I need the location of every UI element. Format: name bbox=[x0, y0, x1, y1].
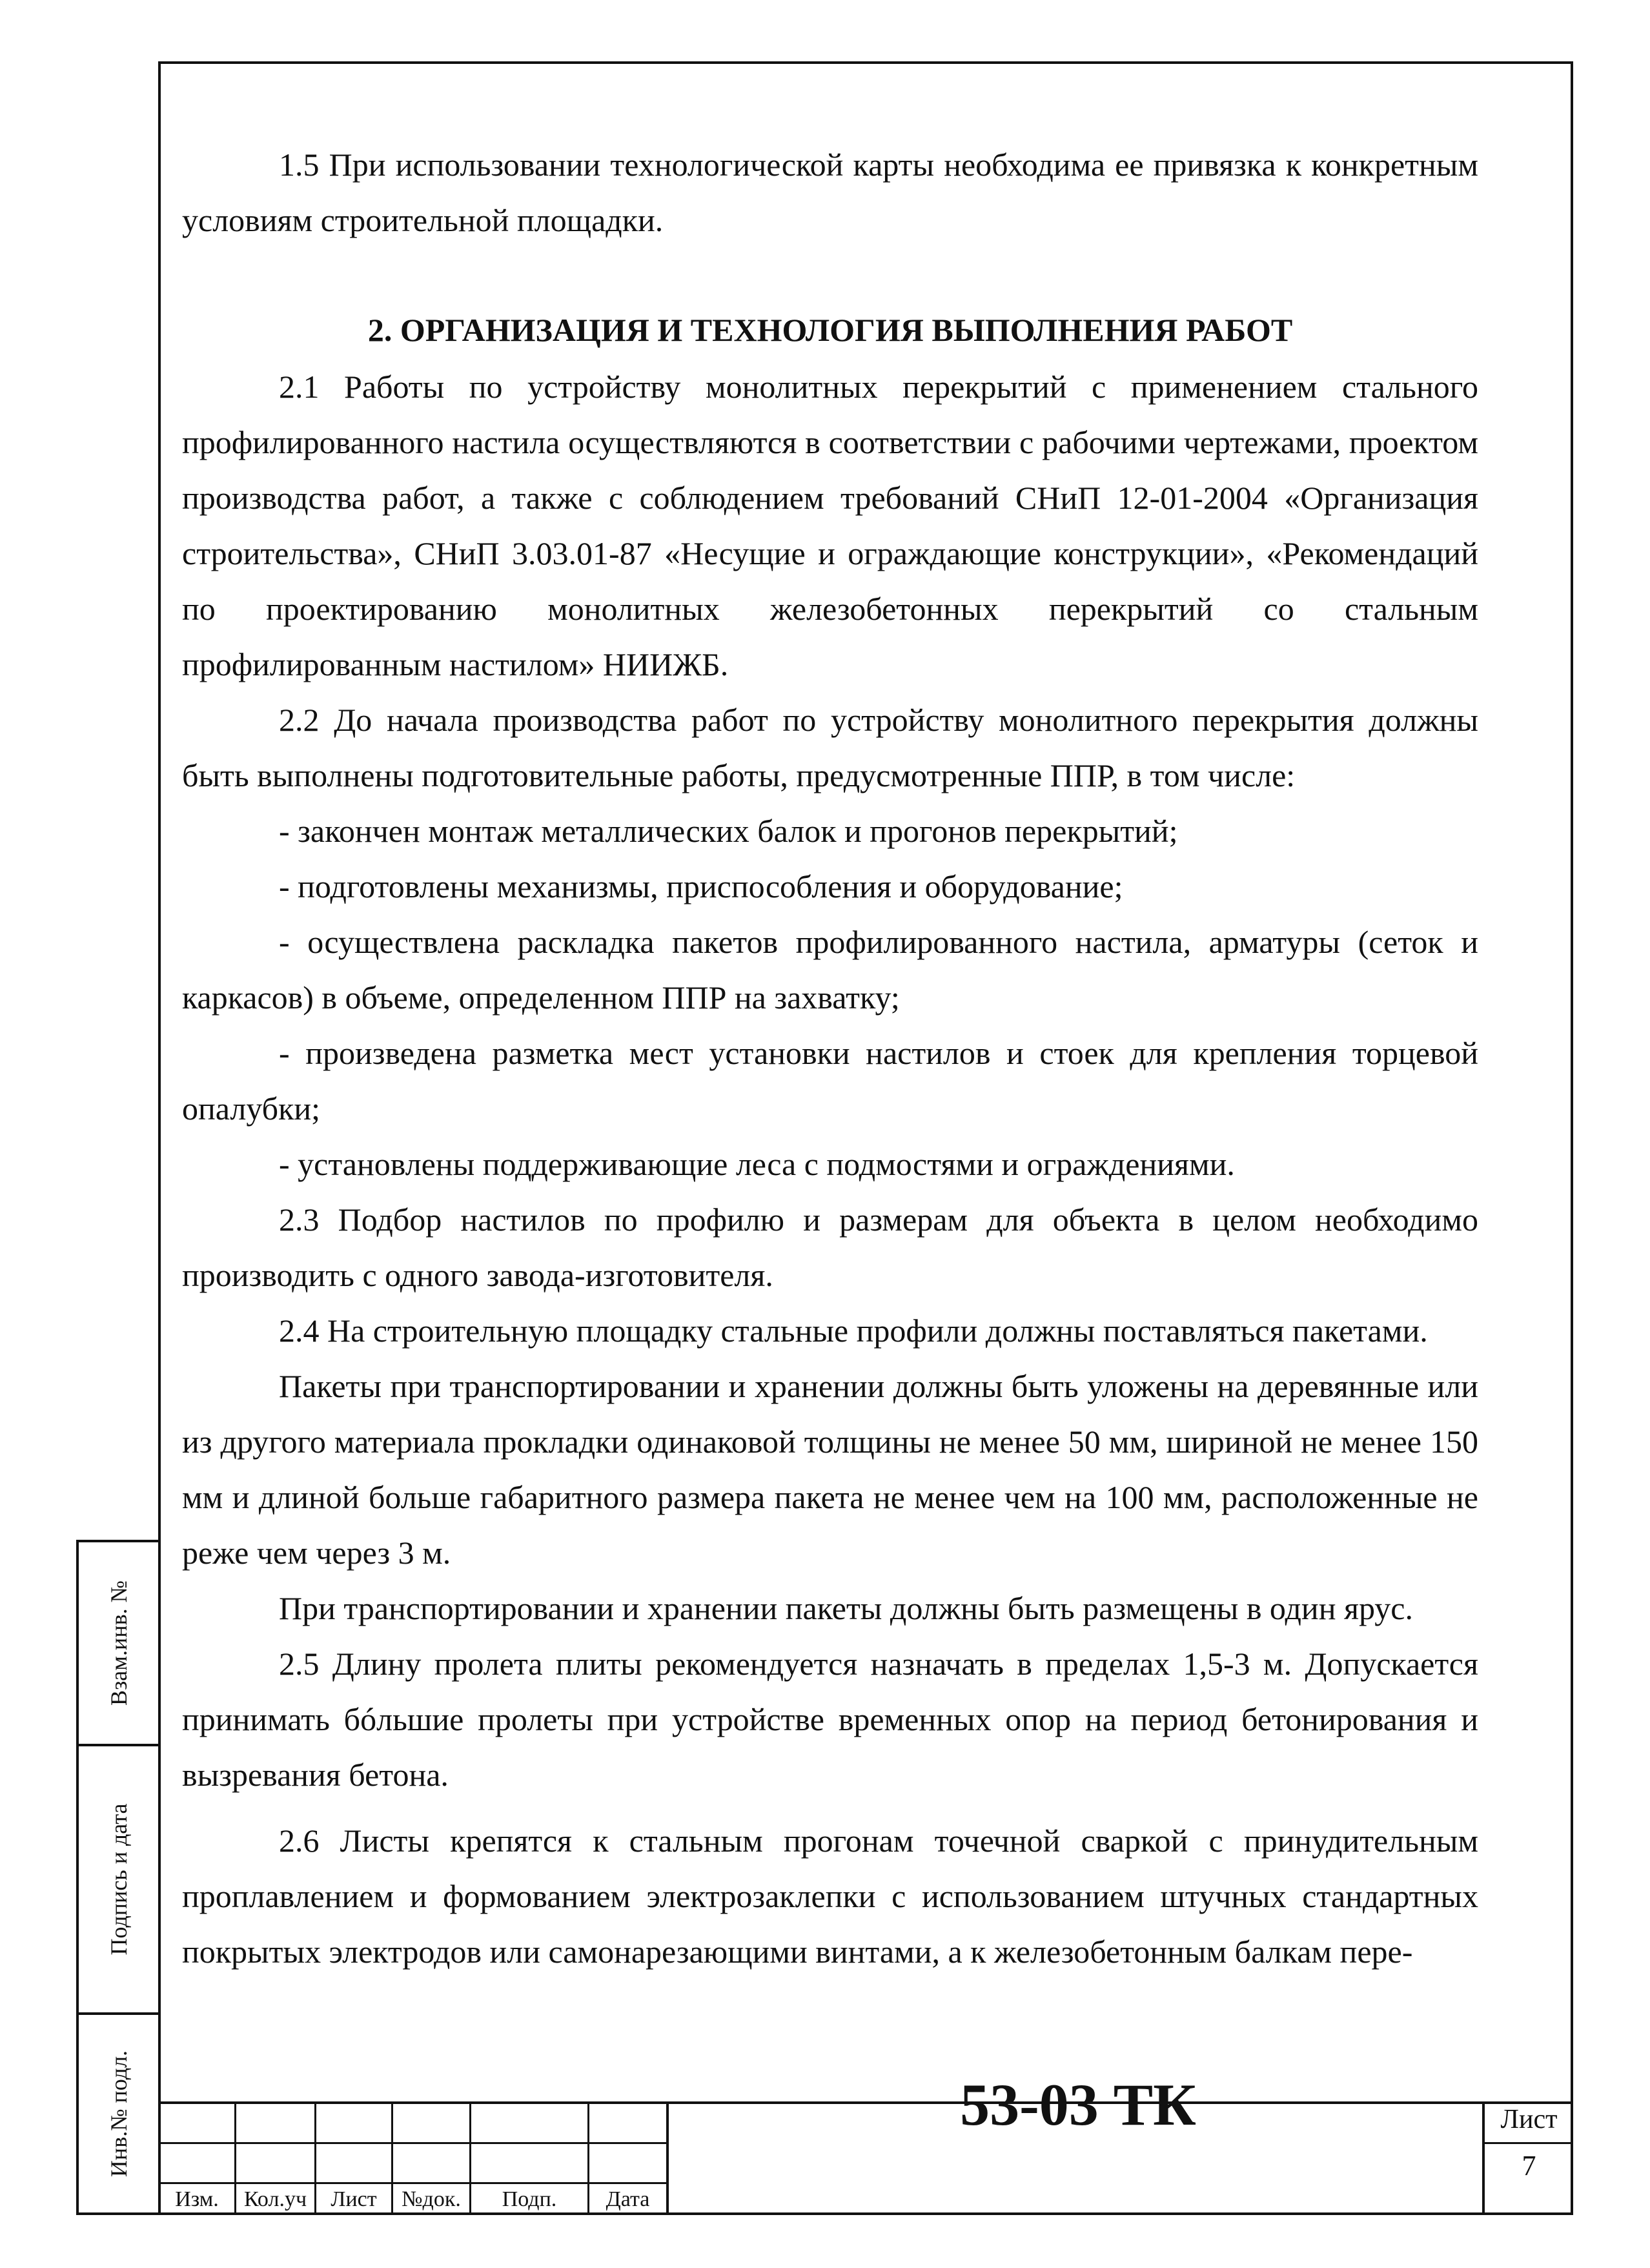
sheet-number: 7 bbox=[1522, 2150, 1536, 2181]
list-item: - закончен монтаж металлических балок и прогонов перекрытий; bbox=[279, 813, 1178, 849]
col-ndok: №док. bbox=[402, 2187, 461, 2211]
col-podp: Подп. bbox=[502, 2187, 557, 2211]
paragraph-2-4: 2.4 На строительную площадку стальные профили должны поставляться пакетами. bbox=[279, 1313, 1428, 1349]
col-kol-uch: Кол.уч bbox=[243, 2187, 307, 2211]
stamp-inv-podl bbox=[76, 2012, 161, 2215]
sheet-label: Лист bbox=[1500, 2105, 1558, 2134]
paragraph-2-1: 2.1 Работы по устройству монолитных перекрытий с применением стального профилированного настила осуществляются в соответствии с рабочими чертежами, проектом производства работ, а также с соблюдением требований СНиП 12-01-2004 «Организация строительства», СНиП 3.03.01-87 «Несущие и ограждающие конструкции», «Рекомендаций по проектированию монолитных железобетонных перекрытий со стальным профилированным настилом» НИИЖБ. bbox=[182, 369, 1478, 682]
list-item: - подготовлены механизмы, приспособления и оборудование; bbox=[279, 868, 1123, 904]
col-list: Лист bbox=[331, 2187, 377, 2211]
list-item: - установлены поддерживающие леса с подмостями и ограждениями. bbox=[279, 1146, 1235, 1182]
stamp-vzam-label: Взам.инв. № bbox=[105, 1580, 132, 1706]
section-heading: 2. ОРГАНИЗАЦИЯ И ТЕХНОЛОГИЯ ВЫПОЛНЕНИЯ РАБОТ bbox=[367, 312, 1293, 348]
paragraph-2-5: 2.5 Длину пролета плиты рекомендуется назначать в пределах 1,5-3 м. Допускается принимать бóльшие пролеты при устройстве временных опор на период бетонирования и вызревания бетона. bbox=[182, 1646, 1478, 1793]
col-izm: Изм. bbox=[175, 2187, 219, 2211]
paragraph-2-4b: Пакеты при транспортировании и хранении должны быть уложены на деревянные или из другого материала прокладки одинаковой толщины не менее 50 мм, шириной не менее 150 мм и длиной больше габаритного размера пакета не менее чем на 100 мм, расположенные не реже чем через 3 м. bbox=[182, 1368, 1478, 1571]
list-item: - произведена разметка мест установки настилов и стоек для крепления торцевой опалубки; bbox=[182, 1035, 1478, 1127]
paragraph-1-5: 1.5 При использовании технологической карты необходима ее привязка к конкретным условиям строительной площадки. bbox=[182, 147, 1478, 238]
paragraph-2-6: 2.6 Листы крепятся к стальным прогонам точечной сваркой с принудительным проплавлением и формованием электрозаклепки с использованием штучных стандартных покрытых электродов или самонарезающими винтами, а к железобетонным балкам пере- bbox=[182, 1823, 1478, 1970]
paragraph-2-3: 2.3 Подбор настилов по профилю и размерам для объекта в целом необходимо производить с одного завода-изготовителя. bbox=[182, 1201, 1478, 1293]
paragraph-2-2: 2.2 До начала производства работ по устройству монолитного перекрытия должны быть выполнены подготовительные работы, предусмотренные ППР, в том числе: bbox=[182, 702, 1478, 793]
stamp-vzam-inv bbox=[76, 1540, 161, 1746]
stamp-inv-label: Инв.№ подл. bbox=[105, 2050, 132, 2178]
list-item: - осуществлена раскладка пакетов профилированного настила, арматуры (сеток и каркасов) в объеме, определенном ППР на захватку; bbox=[182, 924, 1478, 1016]
stamp-podpis-data bbox=[76, 1744, 161, 2015]
document-code: 53-03 ТК bbox=[960, 2072, 1196, 2138]
stamp-podpis-label: Подпись и дата bbox=[105, 1803, 132, 1956]
col-data: Дата bbox=[606, 2187, 650, 2211]
paragraph-2-4c: При транспортировании и хранении пакеты должны быть размещены в один ярус. bbox=[279, 1590, 1413, 1626]
